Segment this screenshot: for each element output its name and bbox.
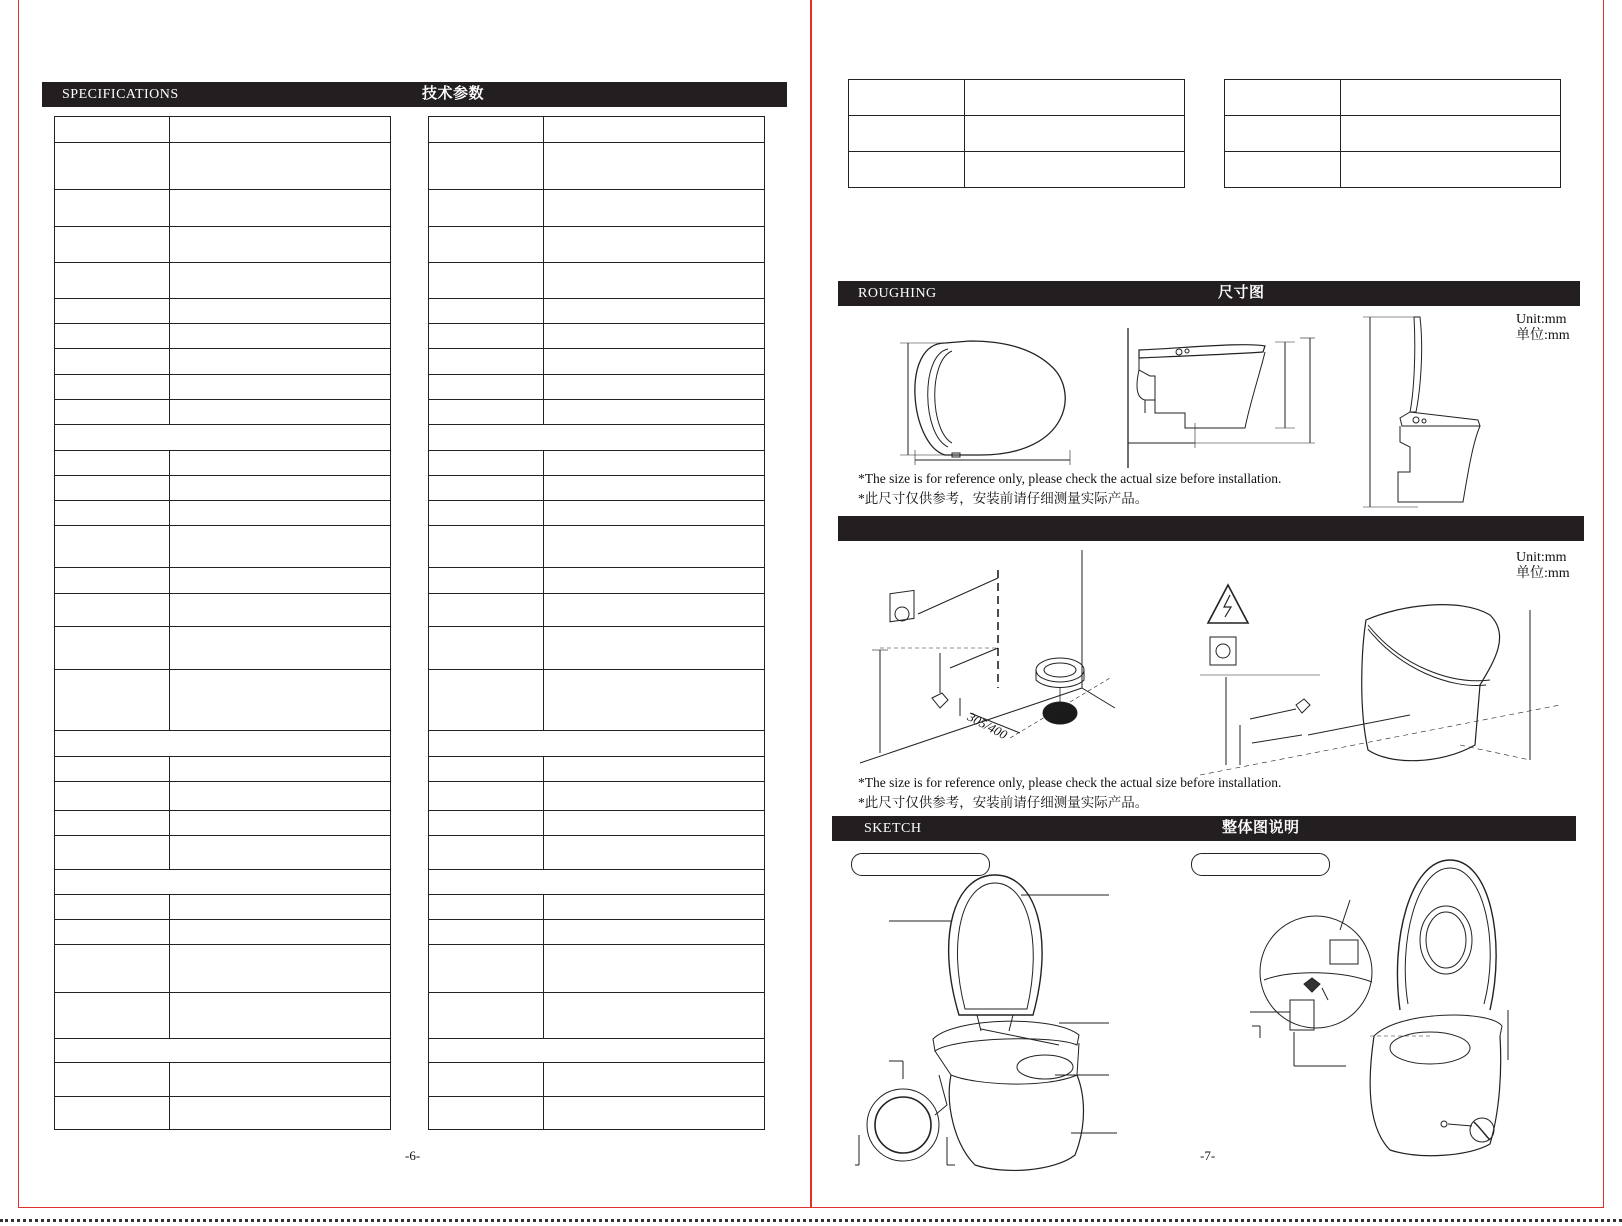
table-cell [55, 836, 170, 870]
table-cell [429, 1063, 544, 1097]
table-cell [55, 476, 170, 501]
table-cell [55, 782, 170, 811]
table-cell [170, 324, 391, 349]
toilet-front-sketch [855, 875, 1125, 1175]
table-section-row [429, 1039, 765, 1063]
table-cell [170, 526, 391, 568]
table-section-row [55, 1039, 391, 1063]
table-cell [170, 993, 391, 1039]
table-cell [170, 117, 391, 143]
table-cell [170, 143, 391, 190]
table-cell [55, 627, 170, 670]
table-cell [55, 227, 170, 263]
table-cell [55, 190, 170, 227]
table-cell [170, 836, 391, 870]
table-cell [429, 400, 544, 425]
table-cell [429, 451, 544, 476]
sketch-header [832, 816, 1576, 841]
table-cell [170, 782, 391, 811]
table-cell [429, 1097, 544, 1130]
table-cell [170, 945, 391, 993]
table-cell [544, 375, 765, 400]
table-cell [544, 568, 765, 594]
table-cell [965, 116, 1185, 152]
roughing-title-cn: 尺寸图 [1218, 285, 1265, 301]
table-cell [1225, 116, 1341, 152]
table-cell [170, 670, 391, 731]
table-cell [544, 526, 765, 568]
table-cell [170, 594, 391, 627]
table-cell [429, 757, 544, 782]
installation-note-cn: *此尺寸仅供参考，安装前请仔细测量实际产品。 [858, 795, 1149, 810]
table-cell [429, 811, 544, 836]
toilet-side-view-drawing [1125, 328, 1315, 478]
unit-cn: 单位:mm [1516, 566, 1570, 581]
table-cell [429, 895, 544, 920]
roughing-note [858, 469, 1281, 509]
table-cell [544, 324, 765, 349]
table-cell [170, 227, 391, 263]
table-cell [544, 299, 765, 324]
top-table-right [1224, 79, 1561, 188]
installation-header [838, 516, 1584, 541]
table-cell [544, 227, 765, 263]
table-cell [170, 476, 391, 501]
table-cell [429, 782, 544, 811]
roughing-note-en: *The size is for reference only, please check the actual size before installation. [858, 471, 1282, 486]
table-cell [170, 400, 391, 425]
installation-note-en: *The size is for reference only, please check the actual size before installation. [858, 775, 1282, 790]
table-cell [55, 670, 170, 731]
table-section-row [55, 425, 391, 451]
table-cell [170, 757, 391, 782]
table-cell [170, 375, 391, 400]
table-cell [429, 836, 544, 870]
table-cell [1225, 152, 1341, 188]
sketch-label-pill-left [851, 853, 990, 876]
table-cell [429, 568, 544, 594]
unit-en: Unit:mm [1516, 550, 1567, 565]
table-cell [544, 143, 765, 190]
unit-en: Unit:mm [1516, 312, 1567, 327]
table-section-row [429, 425, 765, 451]
table-cell [55, 993, 170, 1039]
table-cell [544, 993, 765, 1039]
table-cell [170, 190, 391, 227]
table-cell [55, 263, 170, 299]
table-cell [544, 476, 765, 501]
table-cell [544, 1063, 765, 1097]
table-cell [1341, 152, 1561, 188]
table-cell [429, 945, 544, 993]
toilet-top-view-drawing [900, 335, 1080, 465]
specifications-title-en: SPECIFICATIONS [62, 87, 179, 102]
specifications-header [42, 82, 787, 107]
table-cell [544, 895, 765, 920]
table-cell [544, 1097, 765, 1130]
table-cell [544, 451, 765, 476]
table-cell [544, 757, 765, 782]
unit-cn: 单位:mm [1516, 328, 1570, 343]
sketch-title-en: SKETCH [864, 821, 922, 836]
spec-table-right [428, 116, 765, 1130]
table-cell [544, 782, 765, 811]
table-cell [55, 568, 170, 594]
table-cell [849, 80, 965, 116]
specifications-title-cn: 技术参数 [422, 86, 485, 102]
table-cell [55, 117, 170, 143]
table-cell [170, 501, 391, 526]
table-cell [55, 594, 170, 627]
table-cell [429, 627, 544, 670]
table-cell [55, 920, 170, 945]
table-section-row [429, 731, 765, 757]
table-cell [429, 670, 544, 731]
table-cell [170, 349, 391, 375]
roughing-header [838, 281, 1580, 306]
top-table-left [848, 79, 1185, 188]
table-cell [429, 299, 544, 324]
table-cell [544, 117, 765, 143]
table-cell [965, 152, 1185, 188]
roughing-title-en: ROUGHING [858, 286, 937, 301]
table-cell [429, 501, 544, 526]
table-cell [55, 526, 170, 568]
table-cell [170, 627, 391, 670]
table-cell [429, 117, 544, 143]
table-cell [170, 568, 391, 594]
table-cell [544, 349, 765, 375]
table-cell [544, 627, 765, 670]
table-cell [55, 811, 170, 836]
table-cell [429, 349, 544, 375]
table-cell [544, 400, 765, 425]
table-cell [544, 945, 765, 993]
installation-toilet-diagram [1200, 585, 1560, 785]
table-cell [55, 1063, 170, 1097]
table-cell [1225, 80, 1341, 116]
table-cell [544, 594, 765, 627]
table-cell [170, 299, 391, 324]
table-cell [170, 263, 391, 299]
installation-note [858, 773, 1281, 813]
table-section-row [429, 870, 765, 895]
toilet-lid-open-drawing [1358, 312, 1523, 512]
table-section-row [55, 731, 391, 757]
table-cell [429, 324, 544, 349]
table-cell [170, 920, 391, 945]
table-cell [544, 263, 765, 299]
table-cell [170, 1063, 391, 1097]
table-cell [849, 152, 965, 188]
table-cell [429, 594, 544, 627]
table-cell [55, 299, 170, 324]
page-fold-line [810, 0, 812, 1208]
table-cell [429, 143, 544, 190]
installation-unit-label [1516, 550, 1570, 582]
table-cell [55, 324, 170, 349]
table-cell [429, 190, 544, 227]
installation-wall-diagram [860, 548, 1120, 778]
table-cell [429, 993, 544, 1039]
table-cell [429, 920, 544, 945]
table-cell [55, 375, 170, 400]
install-dimension-label: 305/400 [965, 708, 1010, 743]
table-cell [1341, 116, 1561, 152]
table-cell [544, 811, 765, 836]
table-cell [55, 895, 170, 920]
table-cell [55, 501, 170, 526]
roughing-note-cn: *此尺寸仅供参考，安装前请仔细测量实际产品。 [858, 491, 1149, 506]
table-cell [170, 1097, 391, 1130]
table-cell [55, 349, 170, 375]
table-cell [55, 451, 170, 476]
table-cell [429, 526, 544, 568]
table-section-row [55, 870, 391, 895]
table-cell [170, 895, 391, 920]
table-cell [55, 143, 170, 190]
table-cell [55, 400, 170, 425]
table-cell [170, 451, 391, 476]
table-cell [429, 476, 544, 501]
sketch-title-cn: 整体图说明 [1222, 820, 1300, 836]
table-cell [55, 945, 170, 993]
table-cell [1341, 80, 1561, 116]
cut-line [0, 1219, 1622, 1222]
table-cell [170, 811, 391, 836]
table-cell [429, 263, 544, 299]
table-cell [429, 375, 544, 400]
roughing-unit-label [1516, 312, 1570, 344]
table-cell [965, 80, 1185, 116]
table-cell [849, 116, 965, 152]
table-cell [55, 757, 170, 782]
toilet-rear-sketch [1250, 860, 1520, 1170]
spec-table-left [54, 116, 391, 1130]
table-cell [55, 1097, 170, 1130]
table-cell [544, 920, 765, 945]
table-cell [544, 190, 765, 227]
page-number-right: -7- [1200, 1148, 1216, 1163]
page-number-left: -6- [405, 1148, 421, 1163]
table-cell [544, 501, 765, 526]
table-cell [429, 227, 544, 263]
table-cell [544, 670, 765, 731]
table-cell [544, 836, 765, 870]
